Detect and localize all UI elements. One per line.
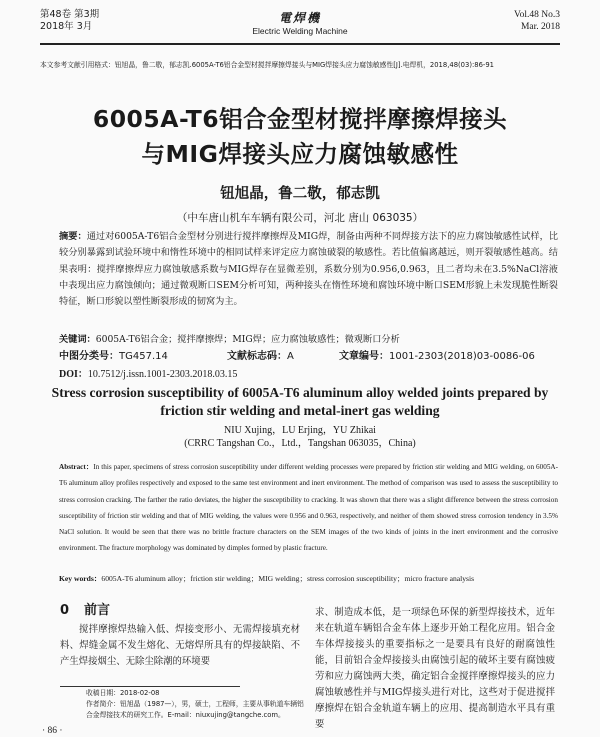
keywords-en-label: Key words：: [59, 574, 102, 583]
article-no-label: 文章编号：: [339, 351, 389, 362]
clc-label: 中图分类号：: [59, 351, 119, 362]
abstract-label: 摘要：: [59, 231, 87, 242]
authors-en: NIU Xujing，LU Erjing，YU Zhikai: [224, 425, 376, 436]
paper-title-zh: [0, 102, 600, 172]
date-en: Mar. 2018: [520, 22, 560, 32]
abstract-en: [59, 459, 558, 557]
intro-column-right: 求、制造成本低，是一项绿色环保的新型焊接技术，近年来在轨道车辆铝合金车体上逐步开始工程化应用。铝合金车体焊接接头的重要指标之一是要具有良好的耐腐蚀性能，目前铝合金焊接接头由腐蚀引起的破坏主要有腐蚀疲劳和应力腐蚀两大类，确定铝合金搅拌摩擦焊接头的应力腐蚀敏感性并与MIG焊接头进行对比，这些对于促进搅拌摩擦焊在铝合金轨道车辆上的应用、提高制造水平具有重要: [315, 607, 555, 730]
footnote: [60, 688, 305, 721]
volume-zh: 第48卷 第3期: [40, 9, 100, 20]
journal-name-en: Electric Welding Machine: [252, 26, 348, 36]
running-header: [40, 9, 560, 45]
authors-zh: 钮旭晶，鲁二敬，郁志凯: [220, 186, 380, 202]
doc-code-label: 文献标志码：: [227, 351, 287, 362]
doi-value: 10.7512/j.issn.1001-2303.2018.03.15: [87, 369, 238, 380]
header-right: [514, 9, 560, 33]
keywords-en-text: 6005A-T6 aluminum alloy；friction stir welding；MIG welding；stress corrosion susceptibility；micro fracture analysis: [101, 574, 475, 583]
doi-line: [59, 365, 237, 380]
paper-title-en: Stress corrosion susceptibility of 6005A-T6 aluminum alloy welded joints prepared by friction stir welding and metal-inert gas welding: [51, 385, 549, 418]
keywords-text: 6005A-T6铝合金；搅拌摩擦焊；MIG焊；应力腐蚀敏感性；微观断口分析: [95, 334, 400, 345]
footnote-divider: [60, 686, 240, 687]
keywords-zh: [59, 331, 558, 345]
author-bio: 作者简介：钮旭晶（1987—），男，硕士，工程师，主要从事轨道车辆铝合金焊接技术的研究工作。E-mail：niuxujing@tangche.com。: [86, 700, 304, 719]
abstract-en-text: In this paper, specimens of stress corrosion susceptibility under different welding processes were prepared by friction stir welding and MIG welding, on 6005A-T6 aluminum alloy profiles respectively and exposed to the same test environment and inert environment. The method of comparison was used to assess the susceptibility to stress corrosion cracking. The farther the ratio deviates, the higher the susceptibility to cracking. It was shown that there was a slight difference between the stress corrosion susceptibility of friction stir welding and that of MIG welding, the values were 0.956 and 0.963, respectively, and neither of them showed stress corrosion tendency in 3.5% NaCl solution. It would be seen that there was no brittle fracture characters on the SEM images of the two kinds of joints in the inert environment and the corrosive environment. The fracture morphology was dominated by dimples formed by plastic fracture.: [59, 463, 558, 553]
section-heading: [60, 599, 110, 618]
date-zh: 2018年 3月: [40, 21, 93, 32]
citation-format: 本文参考文献引用格式：钮旭晶，鲁二敬，郁志凯.6005A-T6铝合金型材搅拌摩擦焊接头与MIG焊接头应力腐蚀敏感性[J].电焊机，2018,48(03):86-91: [40, 61, 495, 69]
title-line-2: 与MIG焊接头应力腐蚀敏感性: [141, 140, 459, 168]
section-number: 0: [60, 603, 70, 618]
affiliation-zh: （中车唐山机车车辆有限公司，河北 唐山 063035）: [176, 212, 424, 224]
received-date: 收稿日期：2018-02-08: [86, 689, 160, 697]
volume-en: Vol.48 No.3: [513, 10, 560, 20]
intro-text-left: 搅拌摩擦焊热输入低、焊接变形小、无需焊接填充材料、焊缝金属不发生熔化、无熔焊所具有的焊接缺陷、不产生焊接烟尘、无除尘除潮的环境要: [60, 624, 300, 667]
abstract-en-label: Abstract：: [59, 463, 94, 471]
doc-code-value: A: [287, 351, 294, 362]
header-center: [40, 9, 560, 36]
keywords-label: 关键词：: [59, 334, 96, 345]
abstract-text: 通过对6005A-T6铝合金型材分别进行搅拌摩擦焊及MIG焊，制备由两种不同焊接方法下的应力腐蚀敏感性试样，比较分别暴露到试验环境中和惰性环境中的相同试样来评定应力腐蚀破裂的敏感性。若比值偏离越远，则开裂敏感性越高。结果表明：搅拌摩擦焊应力腐蚀敏感系数与MIG焊存在显微差别，系数分别为0.956,0.963，且二者均未在3.5%NaCl溶液中表现出应力腐蚀倾向；通过微观断口SEM分析可知，两种接头在惰性环境和腐蚀环境中断口SEM形貌上未发现脆性断裂特征，断口形貌以塑性断裂形成的韧窝为主。: [59, 231, 559, 308]
clc-value: TG457.14: [119, 351, 168, 362]
abstract-zh: [59, 229, 558, 310]
affiliation-en: (CRRC Tangshan Co.，Ltd.，Tangshan 063035，China): [184, 438, 416, 449]
doi-label: DOI：: [59, 369, 88, 380]
classification-line: [59, 347, 558, 362]
title-line-1: 6005A-T6铝合金型材搅拌摩擦焊接头: [92, 105, 508, 133]
page-number: · 86 ·: [42, 726, 63, 736]
journal-name-zh: 電焊機: [278, 11, 321, 25]
section-title: 前言: [84, 603, 111, 618]
keywords-en: [59, 573, 558, 584]
article-no-value: 1001-2303(2018)03-0086-06: [389, 351, 535, 362]
intro-column-left: [60, 622, 300, 670]
